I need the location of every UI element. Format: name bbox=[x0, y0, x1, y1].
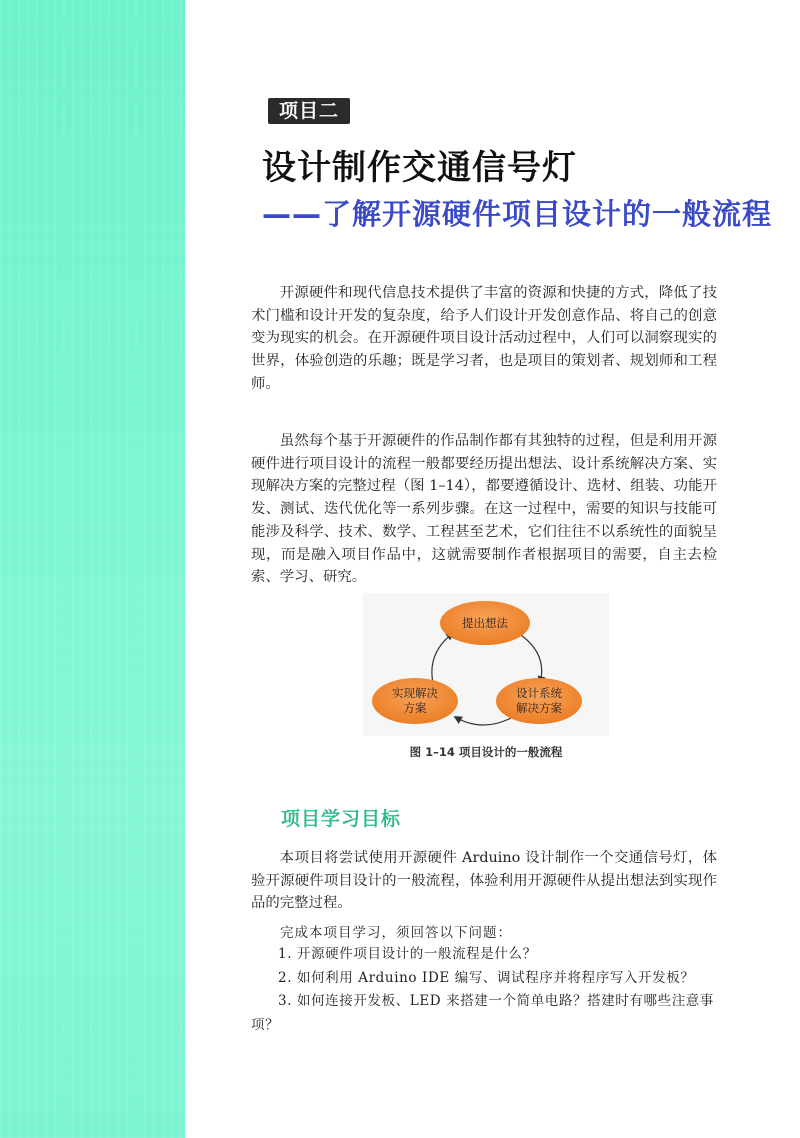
node-top-label: 提出想法 bbox=[462, 616, 508, 630]
node-left-label-1: 实现解决 bbox=[392, 686, 438, 700]
process-cycle-diagram bbox=[363, 593, 609, 736]
node-right-label-1: 设计系统 bbox=[516, 686, 562, 700]
project-tag: 项目二 bbox=[268, 98, 350, 124]
questions-intro: 完成本项目学习，须回答以下问题： bbox=[280, 925, 512, 941]
node-right-label-2: 解决方案 bbox=[516, 701, 562, 715]
intro-paragraph-2: 虽然每个基于开源硬件的作品制作都有其独特的过程，但是利用开源硬件进行项目设计的流程一般都要经历提出想法、设计系统解决方案、实现解决方案的完整过程（图 1–14），都要遵循设计、选材、组装、功能开发、测试、迭代优化等一系列步骤。在这一过程中，需要的知识与技能可能涉及科学、技术、数学、工程甚至艺术，它们往往不以系统性的面貌呈现，而是融入项目作品中，这就需要制作者根据项目的需要，自主去检索、学习、研究。 bbox=[251, 433, 717, 586]
node-left-label-2: 方案 bbox=[403, 701, 427, 715]
question-item: 2. 如何利用 Arduino IDE 编写、调试程序并将程序写入开发板？ bbox=[278, 969, 695, 986]
node-right bbox=[496, 678, 582, 724]
node-top bbox=[440, 601, 530, 645]
page-title: 设计制作交通信号灯 bbox=[262, 148, 577, 188]
questions-list bbox=[251, 943, 723, 1037]
question-item: 1. 开源硬件项目设计的一般流程是什么？ bbox=[278, 946, 537, 962]
intro-paragraph-1: 开源硬件和现代信息技术提供了丰富的资源和快捷的方式，降低了技术门槛和设计开发的复杂度，给予人们设计开发创意作品、将自己的创意变为现实的机会。在开源硬件项目设计活动过程中，人们可以洞察现实的世界，体验创造的乐趣；既是学习者，也是项目的策划者、规划师和工程师。 bbox=[251, 285, 717, 392]
process-figure bbox=[363, 593, 609, 736]
section-heading: 项目学习目标 bbox=[281, 808, 402, 830]
page-subtitle: ——了解开源硬件项目设计的一般流程 bbox=[262, 197, 773, 231]
figure-caption: 图 1–14 项目设计的一般流程 bbox=[409, 745, 563, 759]
question-item: 3. 如何连接开发板、LED 来搭建一个简单电路？搭建时有哪些注意事项？ bbox=[251, 993, 715, 1033]
side-band-texture bbox=[0, 0, 185, 1138]
node-left bbox=[372, 678, 458, 724]
section-paragraph: 本项目将尝试使用开源硬件 Arduino 设计制作一个交通信号灯，体验开源硬件项目设计的一般流程，体验利用开源硬件从提出想法到实现作品的完整过程。 bbox=[251, 850, 717, 912]
